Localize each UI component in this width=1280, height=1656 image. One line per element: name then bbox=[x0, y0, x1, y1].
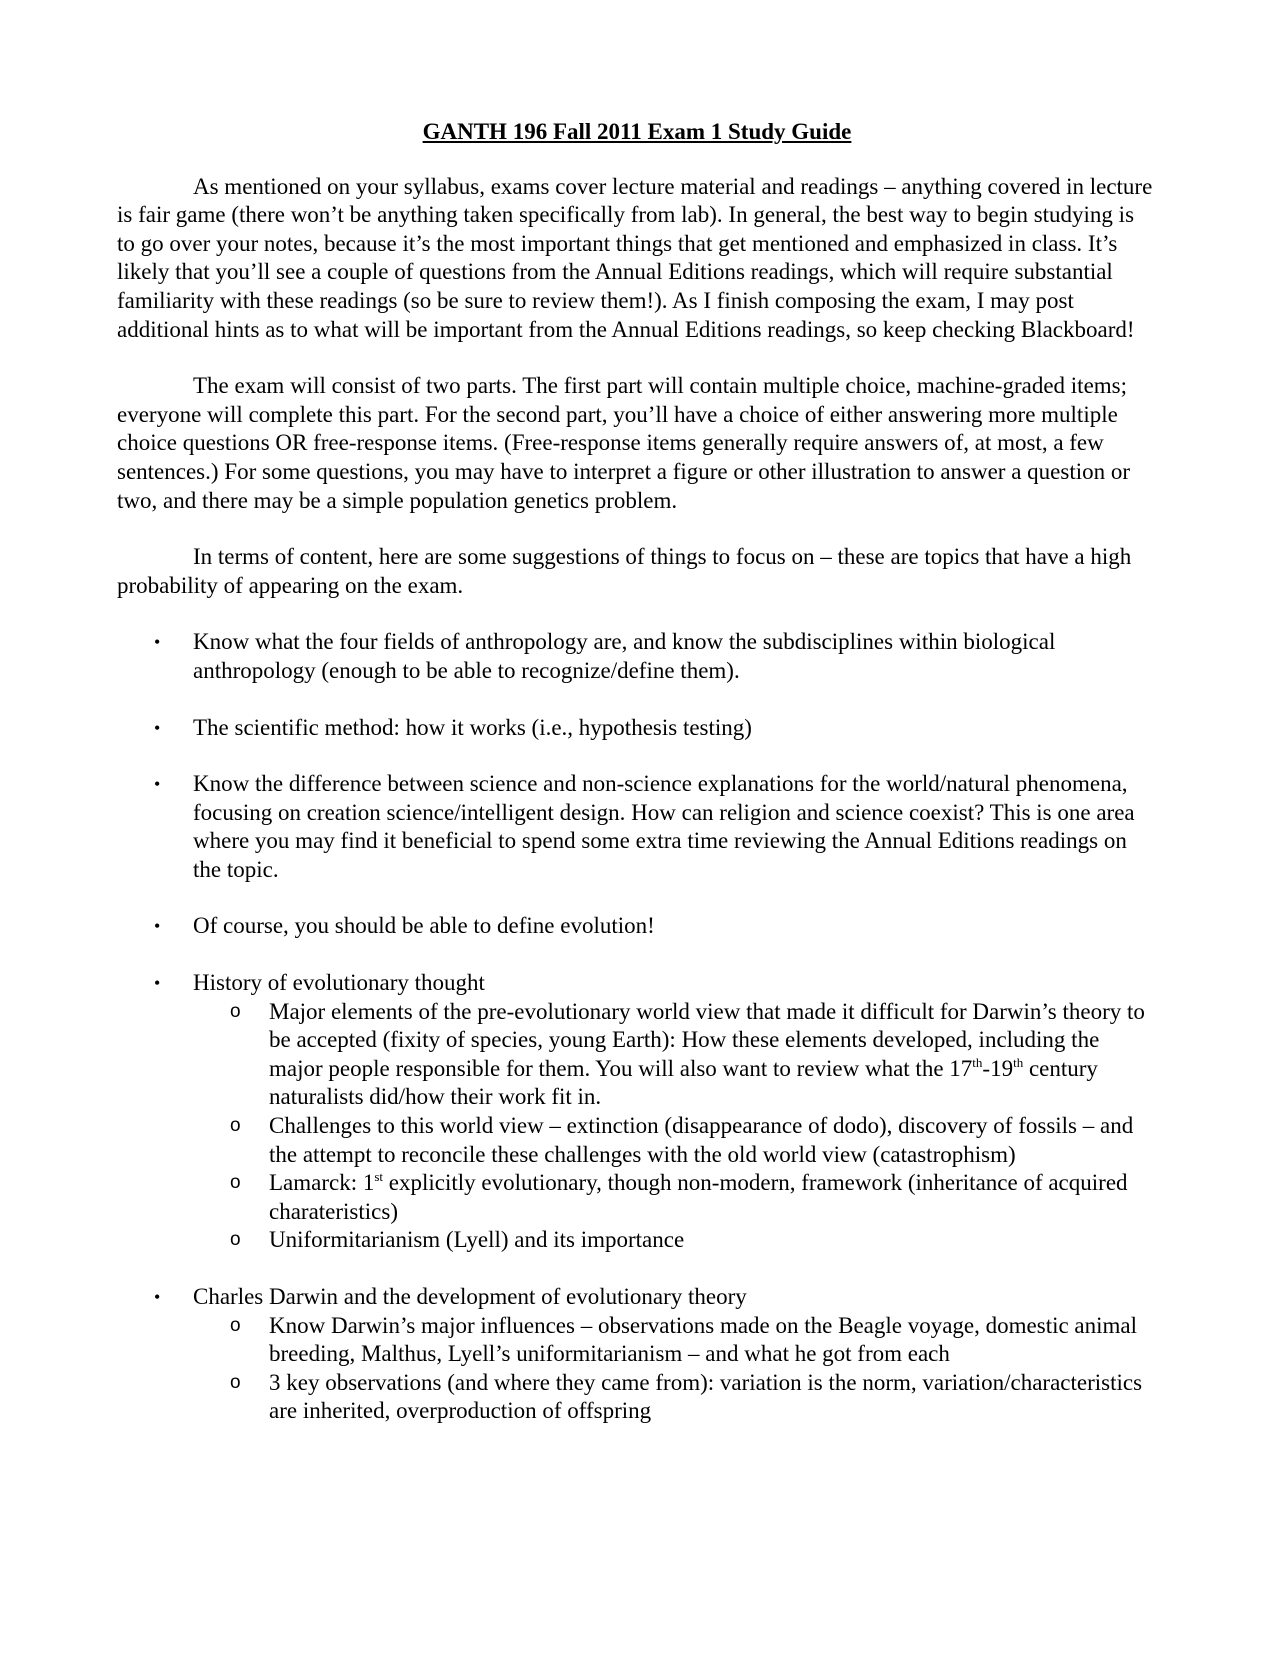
bullet-icon: • bbox=[154, 916, 161, 937]
darwin-sublist bbox=[193, 1312, 1157, 1426]
sub-item-text: Know Darwin’s major influences – observations made on the Beagle voyage, domestic animal breeding, Malthus, Lyell’s uniformitarianism – and what he got from each bbox=[269, 1312, 1138, 1367]
bullet-text: History of evolutionary thought bbox=[193, 970, 485, 996]
history-sublist bbox=[193, 998, 1157, 1255]
list-item bbox=[117, 714, 1157, 743]
intro-paragraph: As mentioned on your syllabus, exams cover lecture material and readings – anything covered in lecture is fair game (there won’t be anything taken specifically from lab). In general, the best way to begin studying is to go over your notes, because it’s the most important things that get mentioned and emphasized in class. It’s likely that you’ll see a couple of questions from the Annual Editions readings, which will require substantial familiarity with these readings (so be sure to review them!). As I finish composing the exam, I may post additional hints as to what will be important from the Annual Editions readings, so keep checking Blackboard! bbox=[117, 173, 1153, 342]
bullet-icon: • bbox=[154, 973, 161, 994]
sub-list-item bbox=[193, 998, 1157, 1112]
list-item bbox=[117, 770, 1157, 884]
sub-list-item bbox=[193, 1369, 1157, 1426]
bullet-text: The scientific method: how it works (i.e., hypothesis testing) bbox=[193, 714, 752, 740]
bullet-icon: • bbox=[154, 717, 161, 738]
sub-item-text: Uniformitarianism (Lyell) and its importance bbox=[269, 1227, 685, 1253]
exam-format-paragraph: The exam will consist of two parts. The first part will contain multiple choice, machine-graded items; everyone will complete this part. For the second part, you’ll have a choice of either answering more multiple choice questions OR free-response items. (Free-response items generally require answers of, at most, a few sentences.) For some questions, you may have to interpret a figure or other illustration to answer a question or two, and there may be a simple population genetics problem. bbox=[117, 373, 1131, 513]
circle-bullet-icon: o bbox=[230, 1314, 241, 1336]
list-item bbox=[117, 912, 1157, 941]
bullet-text: Know what the four fields of anthropology are, and know the subdisciplines within biological anthropology (enough to be able to recognize/define them). bbox=[193, 629, 1056, 683]
list-item bbox=[117, 1283, 1157, 1426]
content-paragraph: In terms of content, here are some suggestions of things to focus on – these are topics that have a high probability of appearing on the exam. bbox=[117, 544, 1132, 598]
sub-list-item bbox=[193, 1169, 1157, 1226]
bullet-text: Charles Darwin and the development of evolutionary theory bbox=[193, 1284, 747, 1309]
circle-bullet-icon: o bbox=[230, 1000, 241, 1022]
sub-list-item bbox=[193, 1312, 1157, 1369]
sub-item-text: Lamarck: 1st explicitly evolutionary, though non-modern, framework (inheritance of acquired charateristics) bbox=[269, 1169, 1128, 1224]
list-item bbox=[117, 969, 1157, 1255]
sub-item-text: 3 key observations (and where they came from): variation is the norm, variation/characteristics are inherited, overproduction of offspring bbox=[269, 1369, 1143, 1424]
circle-bullet-icon: o bbox=[230, 1371, 241, 1393]
topic-list bbox=[117, 628, 1157, 1426]
list-item bbox=[117, 628, 1157, 685]
circle-bullet-icon: o bbox=[230, 1115, 241, 1137]
sub-list-item bbox=[193, 1112, 1157, 1169]
bullet-icon: • bbox=[154, 1287, 161, 1307]
sub-item-text: Challenges to this world view – extinction (disappearance of dodo), discovery of fossils – and the attempt to reconcile these challenges with the old world view (catastrophism) bbox=[269, 1113, 1134, 1167]
bullet-icon: • bbox=[154, 632, 161, 653]
circle-bullet-icon: o bbox=[230, 1172, 241, 1194]
circle-bullet-icon: o bbox=[230, 1229, 241, 1251]
bullet-text: Know the difference between science and non-science explanations for the world/natural phenomena, focusing on creation science/intelligent design. How can religion and science coexist? This is one area where you may find it beneficial to spend some extra time reviewing the Annual Editions readings on the topic. bbox=[193, 771, 1135, 882]
sub-list-item bbox=[193, 1226, 1157, 1255]
bullet-icon: • bbox=[154, 774, 161, 795]
bullet-text: Of course, you should be able to define evolution! bbox=[193, 913, 655, 939]
sub-item-text: Major elements of the pre-evolutionary world view that made it difficult for Darwin’s theory to be accepted (fixity of species, young Earth): How these elements developed, including the major people responsible for them. You will also want to review what the 17th-19th century naturalists did/how their work fit in. bbox=[269, 998, 1145, 1110]
document-page bbox=[117, 118, 1157, 1454]
document-title: GANTH 196 Fall 2011 Exam 1 Study Guide bbox=[422, 119, 852, 144]
